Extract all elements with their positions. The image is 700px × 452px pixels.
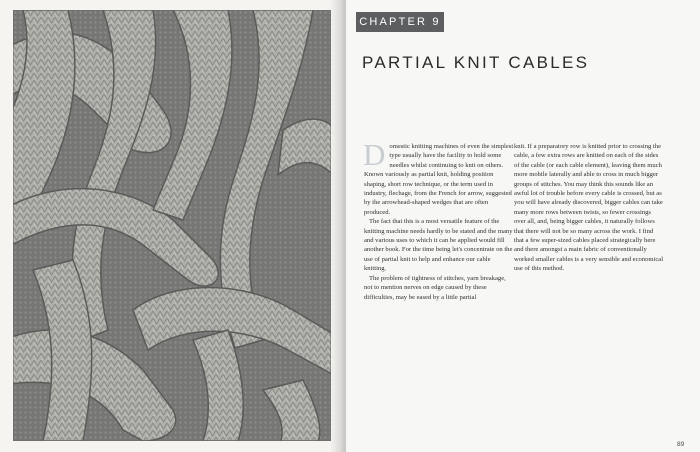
text-column-right xyxy=(514,142,664,274)
paragraph: The problem of tightness of stitches, yarn breakage, not to mention nerves on edge caused by these difficulties, may be eased by a little partial xyxy=(364,274,506,301)
paragraph: The fact that this is a most versatile feature of the knitting machine needs hardly to be stated and the many and various uses to which it can be applied would fill another book. For the time being let's concentrate on the use of partial knit to help and enhance our cable knitting. xyxy=(364,218,513,273)
paragraph-text: omestic knitting machines of even the simplest type usually have the facility to hold some needles whilst continuing to knit on others. Known variously as partial knit, holding position shaping, short row technique, or the term used in industry, flechage, from the French for arrow, suggested by the arrowhead-shaped wedges that are often produced. xyxy=(364,143,514,216)
drop-cap: D xyxy=(363,137,386,172)
page-number: 89 xyxy=(677,441,685,448)
text-column-left xyxy=(363,137,514,302)
chapter-title: PARTIAL KNIT CABLES xyxy=(362,53,590,72)
left-page xyxy=(0,0,345,452)
chapter-label: CHAPTER 9 xyxy=(356,12,444,32)
paragraph: knit. If a preparatory row is knitted prior to crossing the cable, a few extra rows are knitted on each of the sides of the cable (or each cable element), leaving them much more mobile laterally and able to cross in much bigger groups of stitches. You may think this sounds like an awful lot of trouble before every cable is crossed, but as you will have already discovered, bigger cables can take many more rows between twists, so fewer crossings over all, and, being bigger cables, it naturally follows that there will not be so many across the work. I find that a few super-sized cables placed strategically here and there amongst a main fabric of conventionally worked smaller cables is a very sensible and economical use of this method. xyxy=(514,143,664,273)
paragraph xyxy=(363,137,514,217)
cable-knit-photo xyxy=(13,10,331,441)
